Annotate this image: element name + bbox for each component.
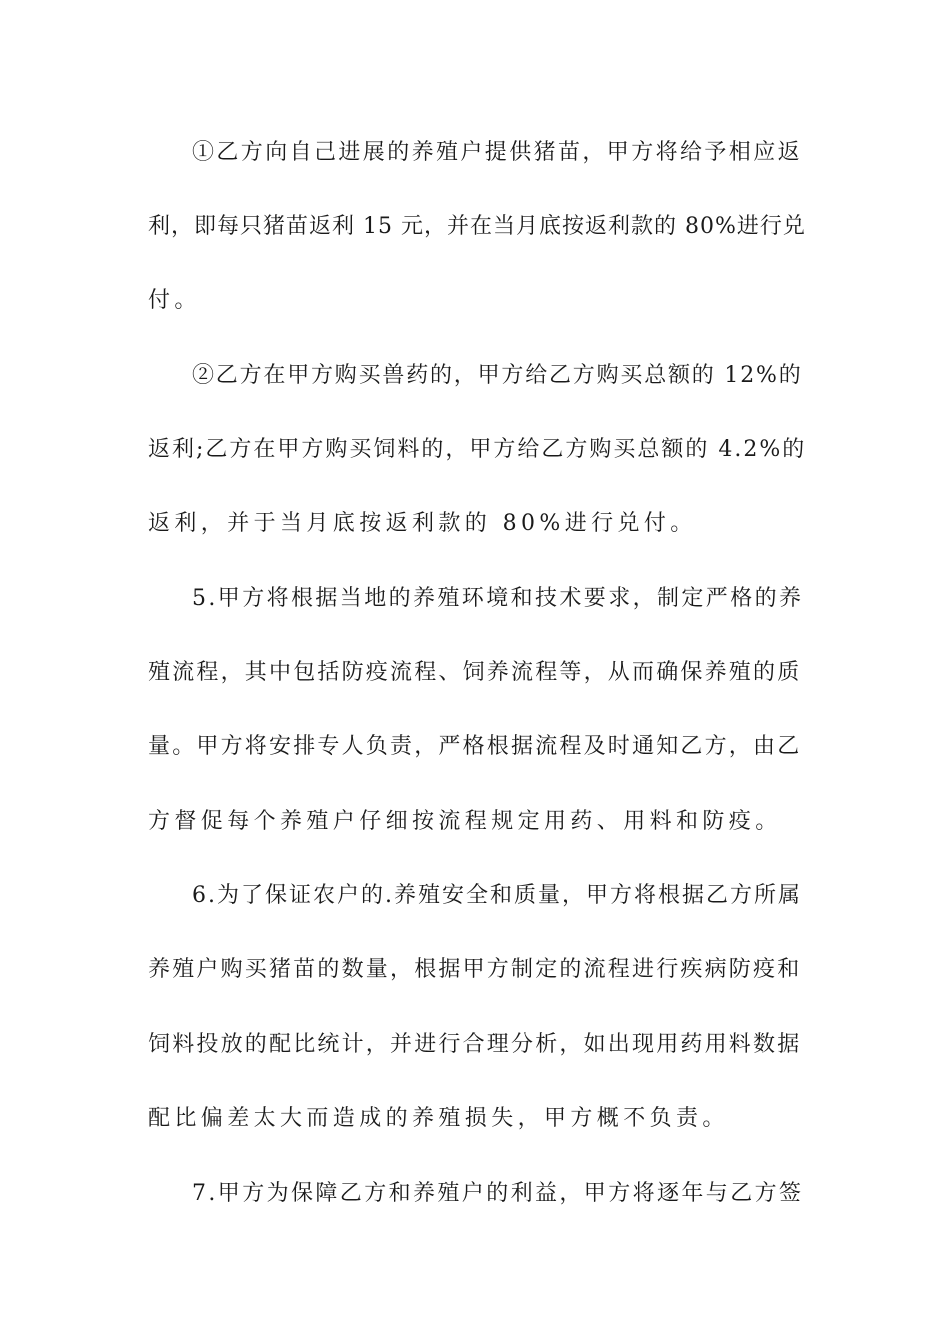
text-line: 6.为了保证农户的.养殖安全和质量，甲方将根据乙方所属 bbox=[192, 883, 802, 908]
text-line: 配比偏差太大而造成的养殖损失，甲方概不负责。 bbox=[148, 1106, 729, 1131]
text-line: 利，即每只猪苗返利 15 元，并在当月底按返利款的 80%进行兑 bbox=[148, 214, 806, 239]
text-line: 量。甲方将安排专人负责，严格根据流程及时通知乙方，由乙 bbox=[148, 734, 802, 759]
text-line: 养殖户购买猪苗的数量，根据甲方制定的流程进行疾病防疫和 bbox=[148, 957, 802, 982]
text-line: 5.甲方将根据当地的养殖环境和技术要求，制定严格的养 bbox=[192, 586, 804, 611]
text-line: ①乙方向自己进展的养殖户提供猪苗，甲方将给予相应返 bbox=[192, 140, 803, 165]
text-line: 方督促每个养殖户仔细按流程规定用药、用料和防疫。 bbox=[148, 809, 782, 834]
text-line: 7.甲方为保障乙方和养殖户的利益，甲方将逐年与乙方签 bbox=[192, 1181, 804, 1206]
text-line: ②乙方在甲方购买兽药的，甲方给乙方购买总额的 12%的 bbox=[192, 363, 803, 388]
text-line: 返利，并于当月底按返利款的 80%进行兑付。 bbox=[148, 511, 697, 536]
text-line: 殖流程，其中包括防疫流程、饲养流程等，从而确保养殖的质 bbox=[148, 660, 802, 685]
text-line: 付。 bbox=[148, 288, 201, 313]
text-line: 返利;乙方在甲方购买饲料的，甲方给乙方购买总额的 4.2%的 bbox=[148, 437, 807, 462]
text-line: 饲料投放的配比统计，并进行合理分析，如出现用药用料数据 bbox=[148, 1032, 802, 1057]
